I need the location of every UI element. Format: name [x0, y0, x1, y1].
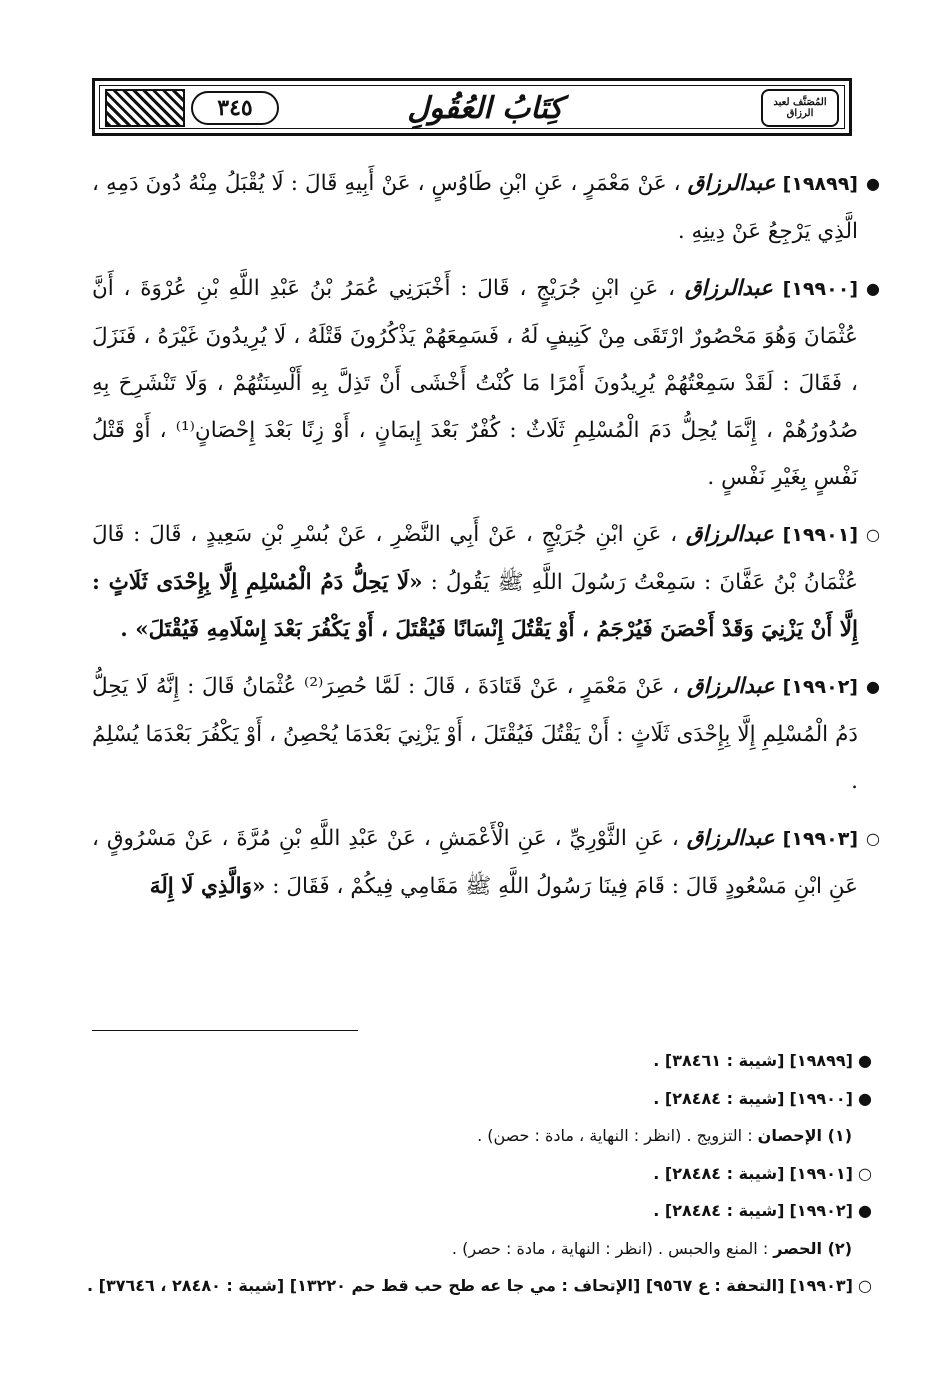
footnote: [92, 1155, 872, 1193]
circle-icon: ○: [858, 1163, 872, 1183]
footnote-number: [١٩٩٠٠]: [789, 1088, 853, 1108]
footnote: [92, 1230, 872, 1268]
footnote: [87, 1267, 872, 1305]
main-text: [92, 160, 880, 920]
bullet-icon: ●: [866, 174, 880, 193]
header-ornament-left: [105, 89, 185, 127]
hadith-text: ، عَنِ ابْنِ جُرَيْجٍ ، قَالَ : أَخْبَرَنِي عُمَرُ بْنُ عَبْدِ اللَّهِ بْنِ عُرْوَةَ ، أَنَّ عُثْمَانَ وَهُوَ مَحْصُورٌ ارْتَقَى مِنْ كَنِيفٍ لَهُ ، فَسَمِعَهُمْ يَذْكُرُونَ قَتْلَهُ ، لَا يُرِيدُونَ غَيْرَهُ ، فَنَزَلَ ، فَقَالَ : لَقَدْ سَمِعْتُهُمْ يُرِيدُونَ أَمْرًا مَا كُنْتُ أَخْشَى أَنْ تَذِلَّ بِهِ أَلْسِنَتُهُمْ ، وَلَا تَنْشَرِحَ بِهِ صُدُورُهُمْ ، إِنَّمَا يُحِلُّ دَمَ الْمُسْلِمِ ثَلَاثٌ : كُفْرٌ بَعْدَ إِيمَانٍ ، أَوْ زِنًا بَعْدَ إِحْصَانٍ⁽¹⁾ ، أَوْ قَتْلُ نَفْسٍ بِغَيْرِ نَفْسٍ .: [92, 276, 858, 490]
footnote-reference: [شيبة : ٢٨٤٨٤] .: [653, 1163, 785, 1183]
hadith-text: ، عَنْ مَعْمَرٍ ، عَنْ قَتَادَةَ ، قَالَ : لَمَّا حُصِرَ⁽²⁾ عُثْمَانُ قَالَ : إِنَّهُ لَا يَحِلُّ دَمُ الْمُسْلِمِ إِلَّا بِإِحْدَى ثَلَاثٍ : أَنْ يَقْتُلَ فَيُقْتَلَ ، أَوْ يَزْنِيَ بَعْدَمَا يُحْصِنُ ، أَوْ يَكْفُرَ بَعْدَمَا يُسْلِمُ .: [92, 674, 858, 794]
footnote: [92, 1080, 872, 1118]
bullet-icon: ●: [858, 1051, 872, 1070]
bullet-icon: ●: [858, 1201, 872, 1220]
hadith-paragraph: [92, 663, 880, 805]
footnote-number: [١٩٨٩٩]: [789, 1051, 853, 1070]
footnote-term: (١) الإحصان: [757, 1126, 852, 1145]
hadith-number: [١٩٩٠٠]: [782, 278, 858, 300]
footnote-reference: [التحفة : ع ٩٥٦٧] [الإتحاف : مي جا عه طح حب قط حم ١٣٢٢٠] [شيبة : ٢٨٤٨٠ ، ٣٧٦٤٦] .: [87, 1276, 785, 1295]
book-title: كِتَابُ العُقُولِ: [407, 90, 563, 126]
footnote-reference: [شيبة : ٣٨٤٦١] .: [653, 1051, 785, 1070]
footnote-term: (٢) الحصر: [773, 1238, 852, 1258]
hadith-text: ، عَنِ ابْنِ جُرَيْجٍ ، عَنْ أَبِي النَّضْرِ ، عَنْ بُسْرِ بْنِ سَعِيدٍ ، قَالَ : قَالَ عُثْمَانُ بْنُ عَفَّانَ : سَمِعْتُ رَسُولَ اللَّهِ ﷺ يَقُولُ :: [92, 522, 858, 595]
hadith-number: [١٩٨٩٩]: [782, 173, 858, 195]
hadith-number: [١٩٩٠٣]: [782, 828, 858, 850]
prophetic-saying: «وَالَّذِي لَا إِلَهَ: [149, 874, 266, 899]
footnote: [92, 1192, 872, 1230]
footnote-definition: : المنع والحبس . (انظر : النهاية ، مادة : حصر) .: [451, 1238, 769, 1258]
circle-icon: ○: [866, 525, 880, 544]
prophetic-saying: «لَا يَحِلُّ دَمُ الْمُسْلِمِ إِلَّا بِإِحْدَى ثَلَاثٍ : إِلَّا أَنْ يَزْنِيَ وَقَدْ أَحْصَنَ فَيُرْجَمُ ، أَوْ يَقْتُلَ إِنْسَانًا فَيُقْتَلَ ، أَوْ يَكْفُرَ بَعْدَ إِسْلَامِهِ فَيُقْتَلَ» .: [92, 570, 858, 642]
header-logo: المُصَنَّف لعبد الرزاق: [761, 89, 839, 127]
footnote: [92, 1042, 872, 1080]
footnote-reference: [شيبة : ٢٨٤٨٤] .: [653, 1201, 785, 1220]
narrator-name: عبدالرزاق: [685, 522, 774, 547]
hadith-text: ، عَنْ مَعْمَرٍ ، عَنِ ابْنِ طَاوُسٍ ، عَنْ أَبِيهِ قَالَ : لَا يُقْبَلُ مِنْهُ دُونَ دَمِهِ ، الَّذِي يَرْجِعُ عَنْ دِينِهِ .: [92, 171, 858, 244]
footnote-definition: : التزويج . (انظر : النهاية ، مادة : حصن) .: [477, 1126, 753, 1145]
footnote-number: [١٩٩٠١]: [789, 1163, 853, 1183]
narrator-name: عبدالرزاق: [686, 674, 775, 699]
hadith-paragraph: [92, 815, 880, 910]
page-header: [92, 78, 852, 136]
narrator-name: عبدالرزاق: [684, 276, 773, 301]
footnote-separator: [92, 1030, 358, 1031]
page-number: ٣٤٥: [191, 91, 279, 125]
hadith-paragraph: [92, 160, 880, 255]
footnote-number: [١٩٩٠٣]: [789, 1276, 853, 1295]
footnote: [92, 1117, 872, 1155]
bullet-icon: ●: [866, 279, 880, 298]
bullet-icon: ●: [858, 1088, 872, 1108]
hadith-paragraph: [92, 265, 880, 501]
footnote-reference: [شيبة : ٢٨٤٨٤] .: [653, 1088, 785, 1108]
bullet-icon: ●: [866, 677, 880, 696]
footnotes: [87, 1042, 872, 1305]
footnote-number: [١٩٩٠٢]: [789, 1201, 853, 1220]
hadith-text: ، عَنِ الثَّوْرِيِّ ، عَنِ الْأَعْمَشِ ، عَنْ عَبْدِ اللَّهِ بْنِ مُرَّةَ ، عَنْ مَسْرُوقٍ ، عَنِ ابْنِ مَسْعُودٍ قَالَ : قَامَ فِينَا رَسُولُ اللَّهِ ﷺ مَقَامِي فِيكُمْ ، فَقَالَ :: [92, 826, 858, 899]
circle-icon: ○: [858, 1276, 872, 1295]
hadith-number: [١٩٩٠١]: [782, 524, 858, 546]
circle-icon: ○: [866, 829, 880, 848]
narrator-name: عبدالرزاق: [687, 171, 776, 196]
narrator-name: عبدالرزاق: [686, 826, 775, 851]
hadith-paragraph: [92, 511, 880, 653]
hadith-number: [١٩٩٠٢]: [782, 676, 858, 698]
